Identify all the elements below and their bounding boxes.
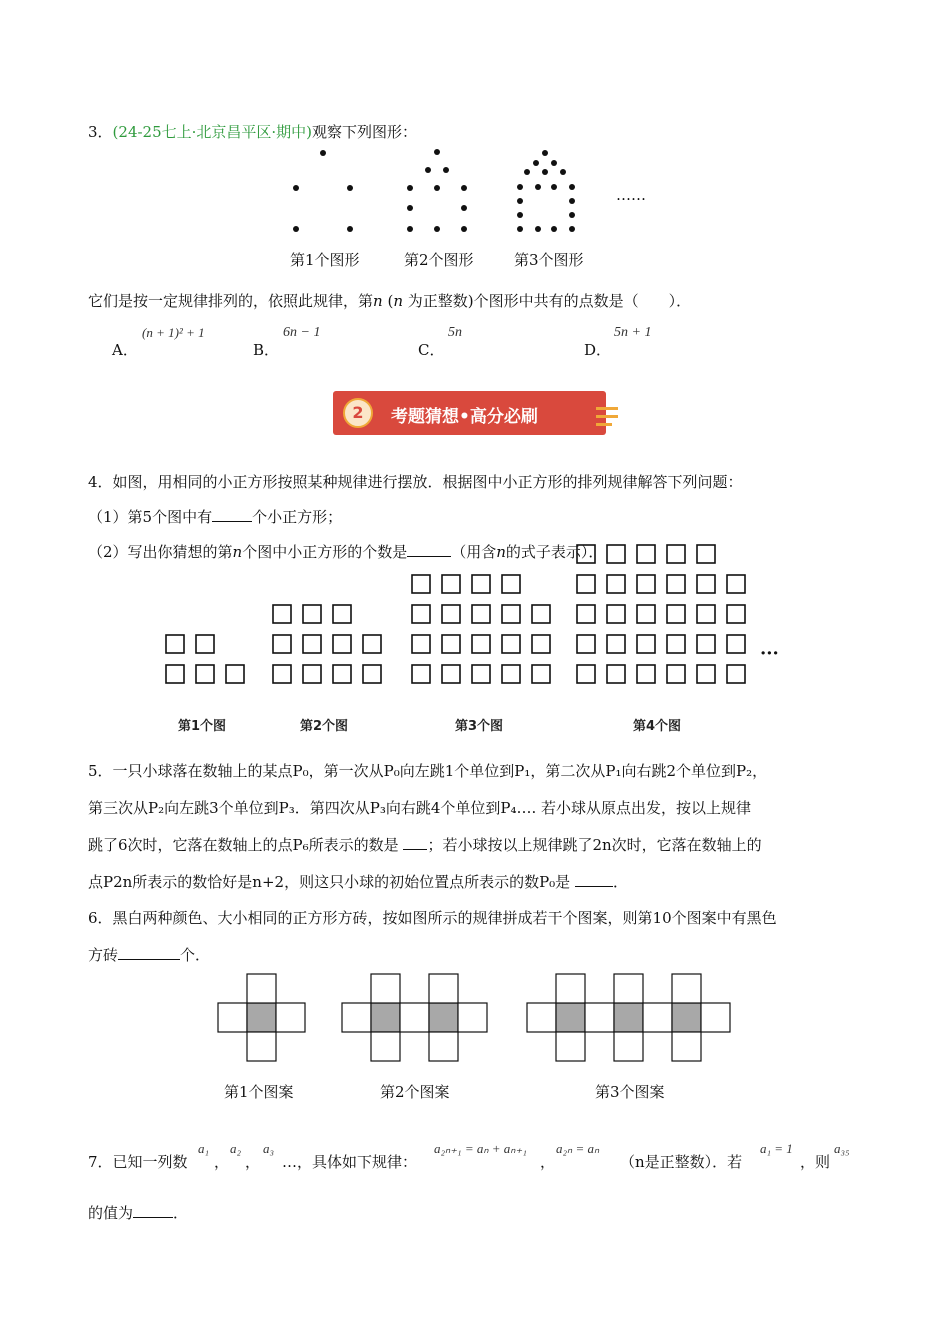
q7-c: （n是正整数）．若 [620, 1153, 743, 1171]
black-tile [614, 1003, 643, 1032]
white-tile [614, 1032, 643, 1061]
banner-number: 2 [352, 403, 364, 422]
white-tile [429, 1032, 458, 1061]
black-tile [429, 1003, 458, 1032]
black-tile [556, 1003, 585, 1032]
q3-option-a-label: A． [112, 341, 138, 359]
q3-option-c-expr: 5n [448, 325, 462, 340]
q5-line3: 跳了6次时，它落在数轴上的点P₆所表示的数是 ；若小球按以上规律跳了2n次时，它落在数轴上的 [88, 836, 762, 854]
white-tile [247, 1032, 276, 1061]
q3-ellipsis: …… [616, 186, 646, 204]
q4-part2: （2）写出你猜想的第n个图中小正方形的个数是 （用含n的式子表示）． [88, 543, 604, 561]
q3-option-d-expr: 5n + 1 [614, 325, 652, 340]
white-tile [218, 1003, 247, 1032]
q3-option-c-label: C． [418, 341, 445, 359]
q4-fig3-label: 第3个图 [455, 719, 504, 734]
q7-comma1: ， [214, 1153, 230, 1171]
q4-fig2-label: 第2个图 [300, 719, 349, 734]
q7-a35: a₃₅ [834, 1141, 850, 1156]
white-tile [527, 1003, 556, 1032]
q5-line1: 5．一只小球落在数轴上的某点P₀，第一次从P₀向左跳1个单位到P₁，第二次从P₁向右跳2个单位到P₂， [88, 762, 768, 780]
black-tile [371, 1003, 400, 1032]
q4-fig4-label: 第4个图 [633, 719, 682, 734]
white-tile [556, 974, 585, 1003]
q6-fig2-label: 第2个图案 [380, 1083, 450, 1101]
q6-line1: 6．黑白两种颜色、大小相同的正方形方砖，按如图所示的规律拼成若干个图案，则第10个图案中有黑色 [88, 909, 777, 927]
white-tile [247, 974, 276, 1003]
q3-fig3-label: 第3个图形 [514, 251, 584, 269]
q7-answer-blank[interactable] [133, 1204, 173, 1218]
q4-fig1-label: 第1个图 [178, 719, 227, 734]
q3-number: 3． [88, 123, 113, 141]
banner-title: 考题猜想•高分必刷 [391, 407, 538, 427]
white-tile [643, 1003, 672, 1032]
q3-fig1-label: 第1个图形 [290, 251, 360, 269]
white-tile [614, 974, 643, 1003]
q6-line2: 方砖 个． [88, 946, 211, 964]
white-tile [672, 974, 701, 1003]
q3-intro: 观察下列图形： [312, 123, 418, 141]
q7-b: …，具体如下规律： [282, 1153, 418, 1171]
q5-line2: 第三次从P₂向左跳3个单位到P₃．第四次从P₃向右跳4个单位到P₄…. 若小球从原点出发，按以上规律 [88, 799, 752, 817]
black-tile [672, 1003, 701, 1032]
q7-line2: 的值为 ． [88, 1204, 189, 1222]
white-tile [458, 1003, 487, 1032]
q7-formula3: a₁ = 1 [760, 1141, 793, 1156]
q4-part1: （1）第5个图中有 个小正方形； [88, 508, 343, 526]
q5-line4: 点P2n所表示的数恰好是n+2，则这只小球的初始位置点所表示的数P₀是 ． [88, 873, 628, 891]
q6-fig3-label: 第3个图案 [595, 1083, 665, 1101]
q3-option-a-expr: (n + 1)² + 1 [142, 325, 205, 340]
white-tile [556, 1032, 585, 1061]
q7-a2: a₂ [230, 1141, 242, 1156]
q3-option-d-label: D． [584, 341, 612, 359]
q7-comma2: ， [245, 1153, 261, 1171]
q7-comma3: ， [540, 1153, 556, 1171]
q3-option-b-label: B． [253, 341, 280, 359]
white-tile [585, 1003, 614, 1032]
white-tile [672, 1032, 701, 1061]
q7-formula1: a₂ₙ₊₁ = aₙ + aₙ₊₁ [434, 1141, 527, 1156]
q3-source: (24-25七上·北京昌平区·期中) [112, 123, 313, 141]
q7-d: ，则 [800, 1153, 831, 1171]
white-tile [371, 974, 400, 1003]
white-tile [342, 1003, 371, 1032]
q7-a1: a₁ [198, 1141, 210, 1156]
q4-ellipsis: ··· [760, 643, 779, 664]
white-tile [276, 1003, 305, 1032]
q3-option-b-expr: 6n − 1 [283, 325, 321, 340]
q7-formula2: a₂ₙ = aₙ [556, 1141, 600, 1156]
white-tile [400, 1003, 429, 1032]
q3-question: 它们是按一定规律排列的，依照此规律，第n (n 为正整数)个图形中共有的点数是（ ）． [88, 292, 692, 310]
white-tile [371, 1032, 400, 1061]
q4-intro: 4．如图，用相同的小正方形按照某种规律进行摆放．根据图中小正方形的排列规律解答下列问题： [88, 473, 743, 491]
white-tile [701, 1003, 730, 1032]
q3-fig2-label: 第2个图形 [404, 251, 474, 269]
black-tile [247, 1003, 276, 1032]
q7-a3: a₃ [263, 1141, 275, 1156]
white-tile [429, 974, 458, 1003]
q6-fig1-label: 第1个图案 [224, 1083, 294, 1101]
q7-a: 7．已知一列数 [88, 1153, 188, 1171]
